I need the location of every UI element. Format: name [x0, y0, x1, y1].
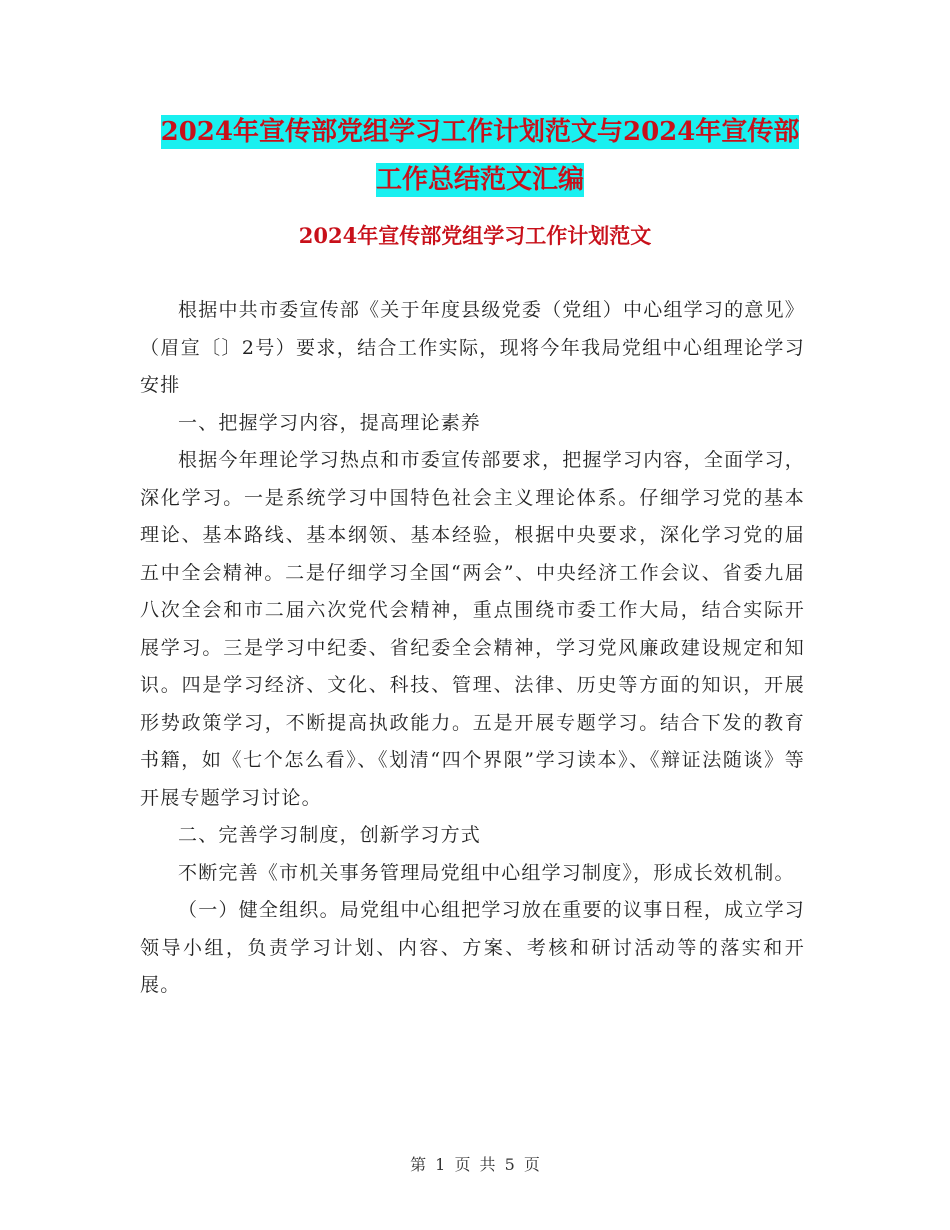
paragraph-content-3: （一）健全组织。局党组中心组把学习放在重要的议事日程，成立学习领导小组，负责学习计划、内容、方案、考核和研讨活动等的落实和开展。: [140, 899, 805, 996]
document-title: [120, 108, 840, 204]
paragraph-heading-1: 一、把握学习内容，提高理论素养: [178, 411, 482, 434]
paragraph-heading-2: 二、完善学习制度，创新学习方式: [178, 824, 482, 846]
document-title-line2: 工作总结范文汇编: [375, 165, 584, 195]
document-body: [140, 292, 805, 1005]
section-title: 2024年宣传部党组学习工作计划范文: [298, 223, 652, 248]
page-footer: 第 1 页 共 5 页: [410, 1155, 540, 1174]
paragraph-content-1: 根据今年理论学习热点和市委宣传部要求，把握学习内容，全面学习，深化学习。一是系统学习中国特色社会主义理论体系。仔细学习党的基本理论、基本路线、基本纲领、基本经验，根据中央要求，深化学习党的届五中全会精神。二是仔细学习全国“两会”、中央经济工作会议、省委九届八次全会和市二届六次党代会精神，重点围绕市委工作大局，结合实际开展学习。三是学习中纪委、省纪委全会精神，学习党风廉政建设规定和知识。四是学习经济、文化、科技、管理、法律、历史等方面的知识，开展形势政策学习，不断提高执政能力。五是开展专题学习。结合下发的教育书籍，如《七个怎么看》、《划清“四个界限”学习读本》、《辩证法随谈》等开展专题学习讨论。: [140, 449, 805, 809]
document-title-line1: 2024年宣传部党组学习工作计划范文与2024年宣传部: [160, 117, 800, 147]
paragraph-content-2: 不断完善《市机关事务管理局党组中心组学习制度》，形成长效机制。: [178, 861, 795, 884]
paragraph-intro: 根据中共市委宣传部《关于年度县级党委（党组）中心组学习的意见》（眉宣〔〕2号）要求，结合工作实际，现将今年我局党组中心组理论学习安排: [140, 299, 805, 396]
